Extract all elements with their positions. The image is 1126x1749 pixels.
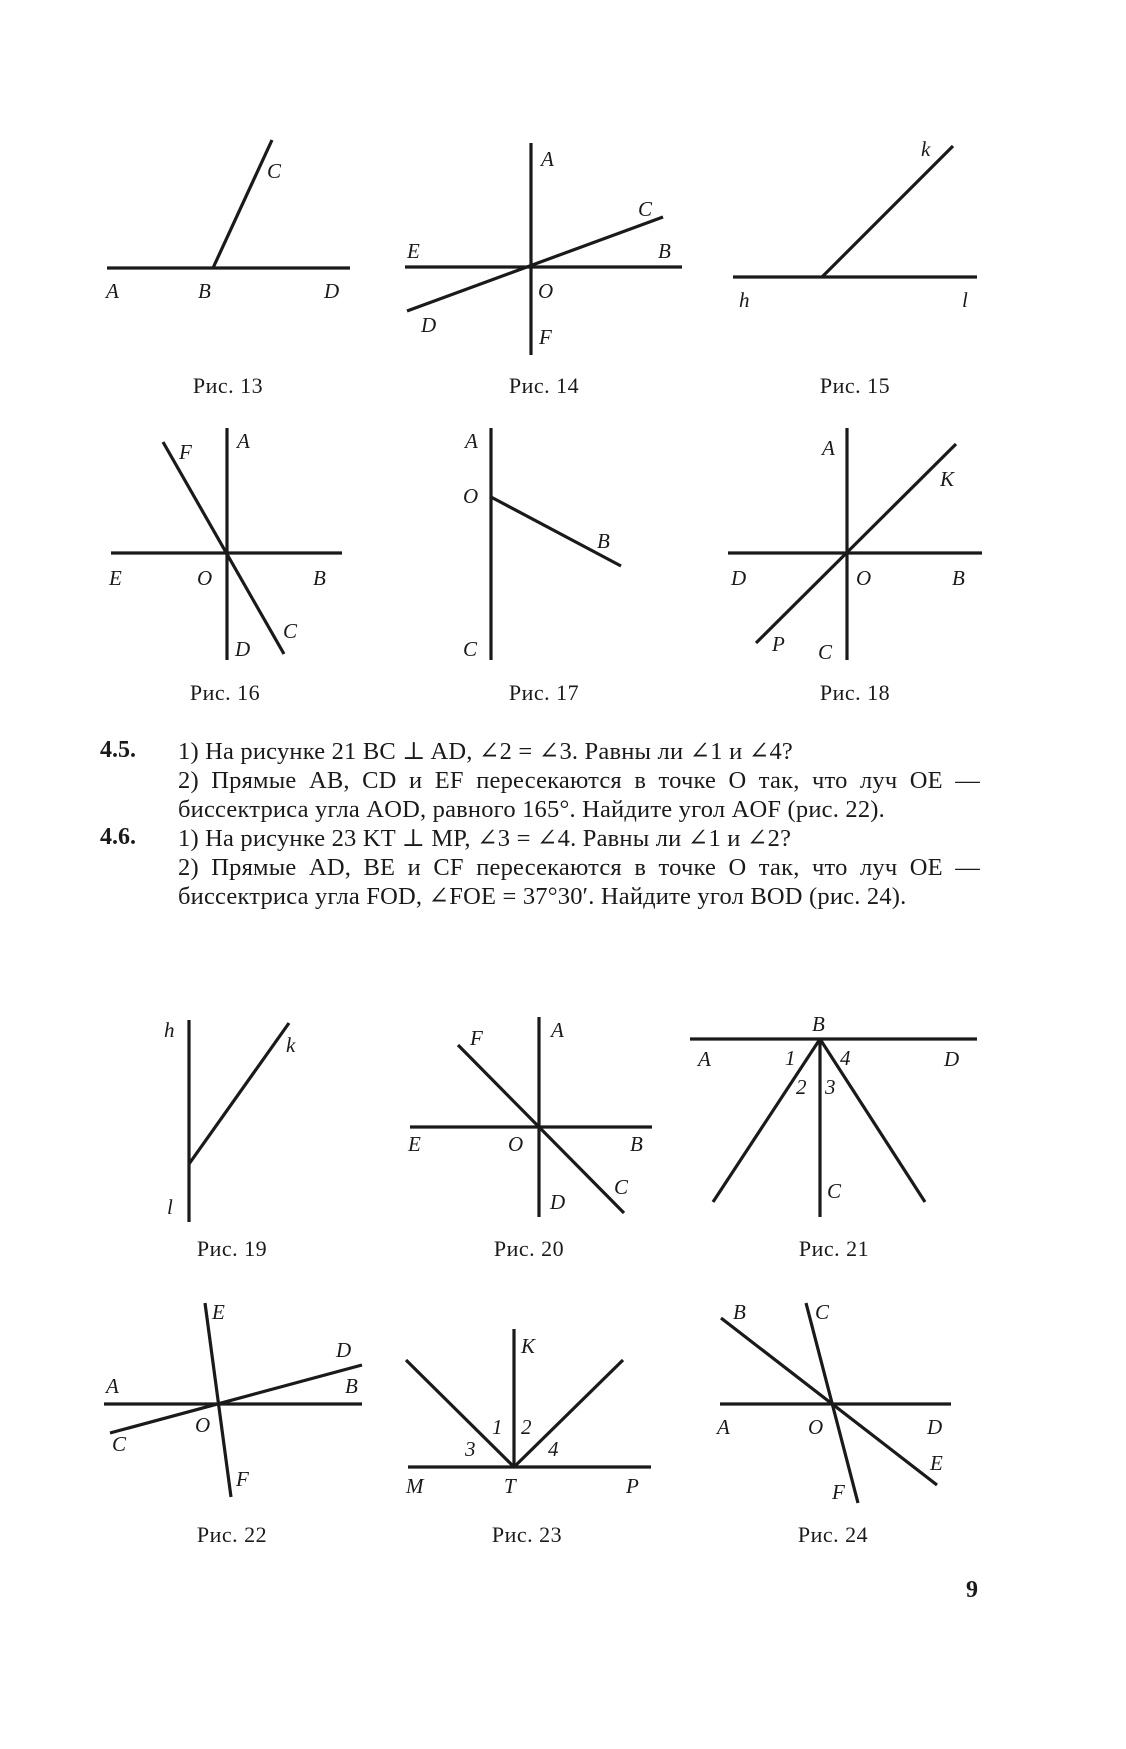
label-D: D	[944, 1047, 960, 1071]
label-4: 4	[840, 1046, 851, 1070]
label-B: B	[597, 529, 610, 553]
figure-caption: Рис. 19	[196, 1236, 268, 1261]
label-A: A	[822, 436, 835, 460]
label-k: k	[286, 1033, 296, 1057]
figure-caption: Рис. 16	[189, 680, 261, 705]
label-1: 1	[785, 1046, 796, 1070]
label-1: 1	[492, 1415, 503, 1439]
label-K: K	[940, 467, 955, 491]
label-C: C	[112, 1432, 127, 1456]
label-O: O	[508, 1132, 524, 1156]
label-C: C	[638, 197, 653, 221]
label-D: D	[324, 279, 340, 303]
figure-caption: Рис. 22	[196, 1522, 268, 1547]
label-A: A	[541, 147, 554, 171]
problem-part: 1) На рисунке 21 BC ⊥ AD, ∠2 = ∠3. Равны ли ∠1 и ∠4?	[178, 738, 793, 765]
label-O: O	[856, 566, 872, 590]
figure-caption: Рис. 23	[491, 1522, 563, 1547]
label-A: A	[698, 1047, 711, 1071]
label-E: E	[212, 1300, 225, 1324]
label-P: P	[626, 1474, 639, 1498]
label-P: P	[772, 632, 785, 656]
label-E: E	[930, 1451, 943, 1475]
label-A: A	[551, 1018, 564, 1042]
label-C: C	[283, 619, 298, 643]
label-h: h	[739, 288, 750, 312]
label-D: D	[235, 637, 251, 661]
label-A: A	[106, 279, 119, 303]
label-E: E	[407, 239, 420, 263]
label-B: B	[658, 239, 671, 263]
label-D: D	[421, 313, 437, 337]
label-D: D	[927, 1415, 943, 1439]
problem-part: 1) На рисунке 23 KT ⊥ MP, ∠3 = ∠4. Равны ли ∠1 и ∠2?	[178, 825, 792, 852]
label-O: O	[197, 566, 213, 590]
figure-caption: Рис. 17	[508, 680, 580, 705]
label-O: O	[463, 484, 479, 508]
label-4: 4	[548, 1437, 559, 1461]
figure-caption: Рис. 14	[508, 373, 580, 398]
label-3: 3	[465, 1437, 476, 1461]
label-C: C	[463, 637, 478, 661]
label-B: B	[733, 1300, 746, 1324]
label-2: 2	[796, 1075, 807, 1099]
label-F: F	[179, 440, 192, 464]
label-O: O	[538, 279, 554, 303]
label-B: B	[345, 1374, 358, 1398]
page-number: 9	[966, 1577, 978, 1603]
label-F: F	[236, 1467, 249, 1491]
label-B: B	[313, 566, 326, 590]
label-B: B	[198, 279, 211, 303]
label-A: A	[465, 429, 478, 453]
label-M: M	[406, 1474, 424, 1498]
figure-caption: Рис. 15	[819, 373, 891, 398]
problem-part: 2) Прямые AB, CD и EF пересекаются в точке O так, что луч OE — биссектриса угла AOD, равного 165°. Найдите угол AOF (рис. 22).	[178, 767, 980, 823]
label-C: C	[267, 159, 282, 183]
problem-number: 4.5.	[100, 737, 136, 763]
label-A: A	[237, 429, 250, 453]
figure-caption: Рис. 24	[797, 1522, 869, 1547]
label-T: T	[504, 1474, 516, 1498]
label-A: A	[717, 1415, 730, 1439]
label-O: O	[195, 1413, 211, 1437]
label-O: O	[808, 1415, 824, 1439]
label-E: E	[109, 566, 122, 590]
label-F: F	[539, 325, 552, 349]
label-l: l	[962, 288, 968, 312]
label-D: D	[731, 566, 747, 590]
figure-caption: Рис. 21	[798, 1236, 870, 1261]
label-K: K	[521, 1334, 536, 1358]
label-C: C	[827, 1179, 842, 1203]
label-h: h	[164, 1018, 175, 1042]
label-A: A	[106, 1374, 119, 1398]
label-C: C	[815, 1300, 830, 1324]
label-C: C	[818, 640, 833, 664]
label-3: 3	[825, 1075, 836, 1099]
label-F: F	[832, 1480, 845, 1504]
label-D: D	[550, 1190, 566, 1214]
figure-caption: Рис. 13	[192, 373, 264, 398]
label-D: D	[336, 1338, 352, 1362]
label-E: E	[408, 1132, 421, 1156]
problem-part: 2) Прямые AD, BE и CF пересекаются в точке O так, что луч OE — биссектриса угла FOD, ∠FOE = 37°30′. Найдите угол BOD (рис. 24).	[178, 854, 980, 910]
figure-caption: Рис. 20	[493, 1236, 565, 1261]
label-B: B	[812, 1012, 825, 1036]
label-k: k	[921, 137, 931, 161]
label-B: B	[630, 1132, 643, 1156]
label-C: C	[614, 1175, 629, 1199]
label-B: B	[952, 566, 965, 590]
problem-number: 4.6.	[100, 824, 136, 850]
label-l: l	[167, 1195, 173, 1219]
figure-caption: Рис. 18	[819, 680, 891, 705]
label-F: F	[470, 1026, 483, 1050]
label-2: 2	[521, 1415, 532, 1439]
